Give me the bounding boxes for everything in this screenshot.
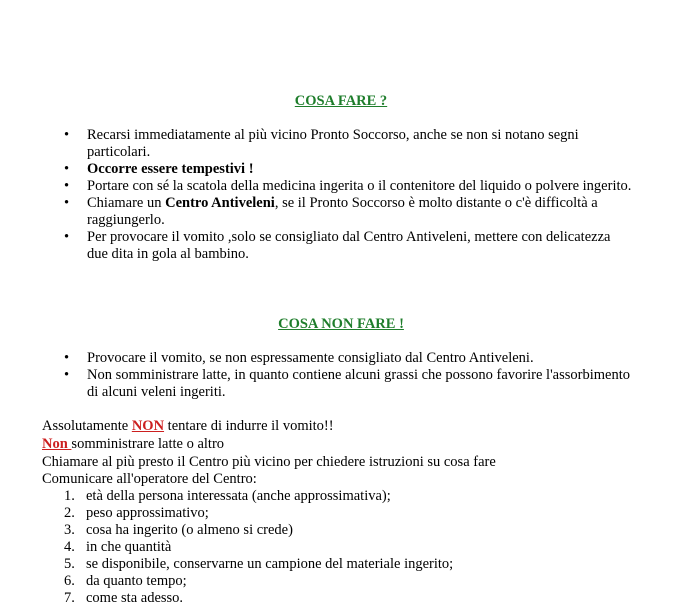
item-text: cosa ha ingerito (o almeno si crede) <box>86 522 293 538</box>
warning-emphasis: NON <box>131 418 165 434</box>
list-item <box>42 522 642 539</box>
list-item <box>42 539 642 556</box>
list-item <box>64 178 634 195</box>
item-text: Provocare il vomito, se non espressamente consigliato dal Centro Antiveleni. <box>87 350 534 366</box>
item-number: 2. <box>64 505 75 521</box>
list-item <box>42 590 642 607</box>
item-number: 5. <box>64 556 75 572</box>
instruction-intro: Comunicare all'operatore del Centro: <box>42 471 257 487</box>
item-text: Per provocare il vomito ,solo se consigliato dal Centro Antiveleni, mettere con delicatezza due dita in gola al bambino. <box>87 229 611 262</box>
list-item <box>64 229 634 263</box>
item-text: in che quantità <box>86 539 172 555</box>
bullet-icon: • <box>64 229 70 245</box>
instruction-line: Chiamare al più presto il Centro più vicino per chiedere istruzioni su cosa fare <box>42 454 496 470</box>
item-number: 1. <box>64 488 75 504</box>
item-number: 6. <box>64 573 75 589</box>
item-number: 3. <box>64 522 75 538</box>
warning-text-post: tentare di indurre il vomito!! <box>164 418 334 434</box>
bullet-icon: • <box>64 350 70 366</box>
bullet-list-cosa-fare <box>64 127 634 263</box>
item-text: età della persona interessata (anche approssimativa); <box>86 488 391 504</box>
bullet-list-cosa-non-fare <box>64 350 634 401</box>
numbered-list <box>42 488 642 607</box>
item-number: 7. <box>64 590 75 606</box>
warning-line-2 <box>42 436 642 453</box>
item-text: Recarsi immediatamente al più vicino Pronto Soccorso, anche se non si notano segni particolari. <box>87 127 579 160</box>
bullet-icon: • <box>64 178 70 194</box>
item-bold: Centro Antiveleni <box>165 195 275 211</box>
heading-cosa-non-fare: COSA NON FARE ! <box>278 316 404 332</box>
list-item <box>64 161 634 178</box>
item-text: Portare con sé la scatola della medicina ingerita o il contenitore del liquido o polvere ingerito. <box>87 178 632 194</box>
bullet-icon: • <box>64 161 70 177</box>
list-item <box>42 488 642 505</box>
heading-cosa-fare: COSA FARE ? <box>294 93 388 109</box>
item-text: peso approssimativo; <box>86 505 209 521</box>
item-text: Chiamare un <box>87 195 166 211</box>
bullet-icon: • <box>64 367 70 383</box>
item-text-post: , se il Pronto Soccorso è molto distante o c'è difficoltà a raggiungerlo. <box>87 195 598 228</box>
warning-text-post: somministrare latte o altro <box>71 436 225 452</box>
list-item <box>64 127 634 161</box>
warning-emphasis: Non <box>42 436 72 452</box>
item-text: se disponibile, conservarne un campione del materiale ingerito; <box>86 556 454 572</box>
bullet-icon: • <box>64 195 70 211</box>
list-item <box>64 350 634 367</box>
bullet-icon: • <box>64 127 70 143</box>
list-item <box>42 505 642 522</box>
item-text: da quanto tempo; <box>86 573 187 589</box>
warning-line-1 <box>42 418 642 435</box>
warning-text: Assolutamente <box>42 418 132 434</box>
list-item <box>64 195 634 229</box>
list-item <box>64 367 634 401</box>
item-text: come sta adesso. <box>86 590 184 606</box>
list-item <box>42 573 642 590</box>
item-number: 4. <box>64 539 75 555</box>
item-text: Non somministrare latte, in quanto contiene alcuni grassi che possono favorire l'assorbimento di alcuni veleni ingeriti. <box>87 367 631 400</box>
list-item <box>42 556 642 573</box>
item-bold: Occorre essere tempestivi ! <box>87 161 254 177</box>
